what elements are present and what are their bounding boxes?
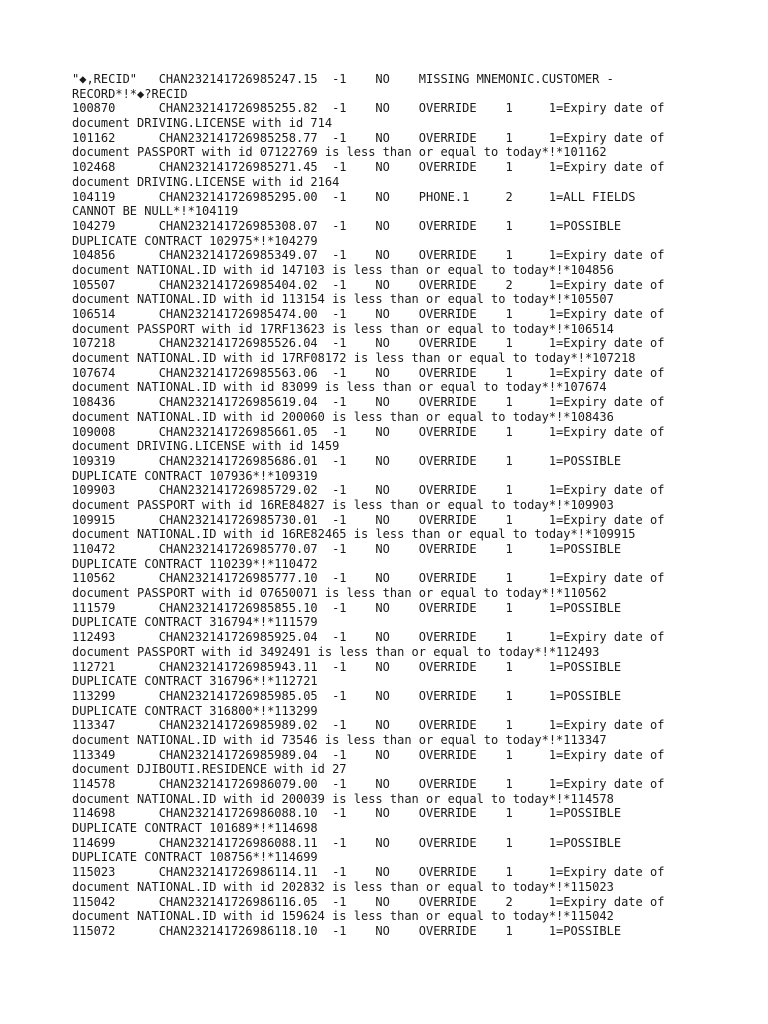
text-line: document NATIONAL.ID with id 83099 is less than or equal to today*!*107674 — [72, 380, 607, 395]
text-line: DUPLICATE CONTRACT 108756*!*114699 — [72, 850, 318, 865]
text-line: 109903 CHAN232141726985729.02 -1 NO OVERRIDE 1 1=Expiry date of — [72, 483, 665, 498]
text-line: 114698 CHAN232141726986088.10 -1 NO OVERRIDE 1 1=POSSIBLE — [72, 806, 622, 821]
text-line: 113349 CHAN232141726985989.04 -1 NO OVERRIDE 1 1=Expiry date of — [72, 747, 665, 762]
text-line: 108436 CHAN232141726985619.04 -1 NO OVERRIDE 1 1=Expiry date of — [72, 395, 665, 410]
text-line: DUPLICATE CONTRACT 101689*!*114698 — [72, 821, 318, 836]
text-line: 106514 CHAN232141726985474.00 -1 NO OVERRIDE 1 1=Expiry date of — [72, 307, 665, 321]
text-line: document PASSPORT with id 07122769 is less than or equal to today*!*101162 — [72, 145, 607, 160]
text-line: 110472 CHAN232141726985770.07 -1 NO OVERRIDE 1 1=POSSIBLE — [72, 542, 622, 556]
text-line: 110562 CHAN232141726985777.10 -1 NO OVERRIDE 1 1=Expiry date of — [72, 571, 665, 586]
text-line: 114578 CHAN232141726986079.00 -1 NO OVERRIDE 1 1=Expiry date of — [72, 777, 665, 791]
text-line: DUPLICATE CONTRACT 110239*!*110472 — [72, 556, 318, 571]
text-line: document NATIONAL.ID with id 17RF08172 is less than or equal to today*!*107218 — [72, 351, 636, 366]
text-line: 109319 CHAN232141726985686.01 -1 NO OVERRIDE 1 1=POSSIBLE — [72, 453, 622, 468]
text-line: 107218 CHAN232141726985526.04 -1 NO OVERRIDE 1 1=Expiry date of — [72, 336, 665, 351]
text-line: document PASSPORT with id 16RE84827 is less than or equal to today*!*109903 — [72, 497, 614, 512]
text-line: 112721 CHAN232141726985943.11 -1 NO OVERRIDE 1 1=POSSIBLE — [72, 659, 622, 674]
text-line: document NATIONAL.ID with id 200039 is less than or equal to today*!*114578 — [72, 791, 614, 806]
text-line: document DRIVING.LICENSE with id 714 — [72, 116, 333, 131]
text-line: document DRIVING.LICENSE with id 2164 — [72, 174, 340, 189]
text-line: 115042 CHAN232141726986116.05 -1 NO OVERRIDE 2 1=Expiry date of — [72, 894, 665, 909]
text-line: document NATIONAL.ID with id 202832 is less than or equal to today*!*115023 — [72, 879, 614, 894]
text-line: DUPLICATE CONTRACT 316796*!*112721 — [72, 674, 318, 689]
text-line: 109915 CHAN232141726985730.01 -1 NO OVERRIDE 1 1=Expiry date of — [72, 512, 665, 527]
text-line: 114699 CHAN232141726986088.11 -1 NO OVERRIDE 1 1=POSSIBLE — [72, 835, 622, 850]
text-line: DUPLICATE CONTRACT 316800*!*113299 — [72, 703, 318, 718]
text-line: 111579 CHAN232141726985855.10 -1 NO OVERRIDE 1 1=POSSIBLE — [72, 600, 622, 615]
text-line: 115072 CHAN232141726986118.10 -1 NO OVERRIDE 1 1=POSSIBLE — [72, 923, 622, 938]
document-body — [72, 72, 712, 939]
text-line: document NATIONAL.ID with id 200060 is less than or equal to today*!*108436 — [72, 409, 614, 424]
text-line: document DJIBOUTI.RESIDENCE with id 27 — [72, 762, 347, 777]
text-line: "◆,RECID" CHAN232141726985247.15 -1 NO MISSING MNEMONIC.CUSTOMER - — [72, 72, 614, 86]
text-line: document PASSPORT with id 3492491 is less than or equal to today*!*112493 — [72, 644, 600, 659]
text-line: RECORD*!*◆?RECID — [72, 86, 188, 101]
text-line: 113347 CHAN232141726985989.02 -1 NO OVERRIDE 1 1=Expiry date of — [72, 718, 665, 733]
text-line: 112493 CHAN232141726985925.04 -1 NO OVERRIDE 1 1=Expiry date of — [72, 630, 665, 645]
text-line: 109008 CHAN232141726985661.05 -1 NO OVERRIDE 1 1=Expiry date of — [72, 424, 665, 439]
text-line: document NATIONAL.ID with id 147103 is less than or equal to today*!*104856 — [72, 262, 614, 277]
text-line: 102468 CHAN232141726985271.45 -1 NO OVERRIDE 1 1=Expiry date of — [72, 160, 665, 175]
text-line: DUPLICATE CONTRACT 102975*!*104279 — [72, 233, 318, 248]
text-line: document PASSPORT with id 17RF13623 is less than or equal to today*!*106514 — [72, 321, 614, 336]
text-line: 104119 CHAN232141726985295.00 -1 NO PHONE.1 2 1=ALL FIELDS — [72, 189, 636, 204]
text-line: 104856 CHAN232141726985349.07 -1 NO OVERRIDE 1 1=Expiry date of — [72, 248, 665, 263]
text-line: document NATIONAL.ID with id 113154 is less than or equal to today*!*105507 — [72, 292, 614, 307]
text-line: document NATIONAL.ID with id 73546 is less than or equal to today*!*113347 — [72, 732, 607, 747]
text-line: CANNOT BE NULL*!*104119 — [72, 204, 239, 219]
text-line: document PASSPORT with id 07650071 is less than or equal to today*!*110562 — [72, 586, 607, 601]
text-line: DUPLICATE CONTRACT 107936*!*109319 — [72, 468, 318, 483]
text-line: 104279 CHAN232141726985308.07 -1 NO OVERRIDE 1 1=POSSIBLE — [72, 218, 622, 233]
text-line: 107674 CHAN232141726985563.06 -1 NO OVERRIDE 1 1=Expiry date of — [72, 365, 665, 380]
text-line: 101162 CHAN232141726985258.77 -1 NO OVERRIDE 1 1=Expiry date of — [72, 130, 665, 145]
text-line: 105507 CHAN232141726985404.02 -1 NO OVERRIDE 2 1=Expiry date of — [72, 277, 665, 292]
text-line: document DRIVING.LICENSE with id 1459 — [72, 439, 340, 454]
text-line: document NATIONAL.ID with id 159624 is less than or equal to today*!*115042 — [72, 909, 614, 924]
text-line: document NATIONAL.ID with id 16RE82465 is less than or equal to today*!*109915 — [72, 527, 636, 542]
text-line: 115023 CHAN232141726986114.11 -1 NO OVERRIDE 1 1=Expiry date of — [72, 865, 665, 880]
text-line: DUPLICATE CONTRACT 316794*!*111579 — [72, 615, 318, 630]
text-line: 113299 CHAN232141726985985.05 -1 NO OVERRIDE 1 1=POSSIBLE — [72, 688, 622, 703]
text-line: 100870 CHAN232141726985255.82 -1 NO OVERRIDE 1 1=Expiry date of — [72, 101, 665, 116]
